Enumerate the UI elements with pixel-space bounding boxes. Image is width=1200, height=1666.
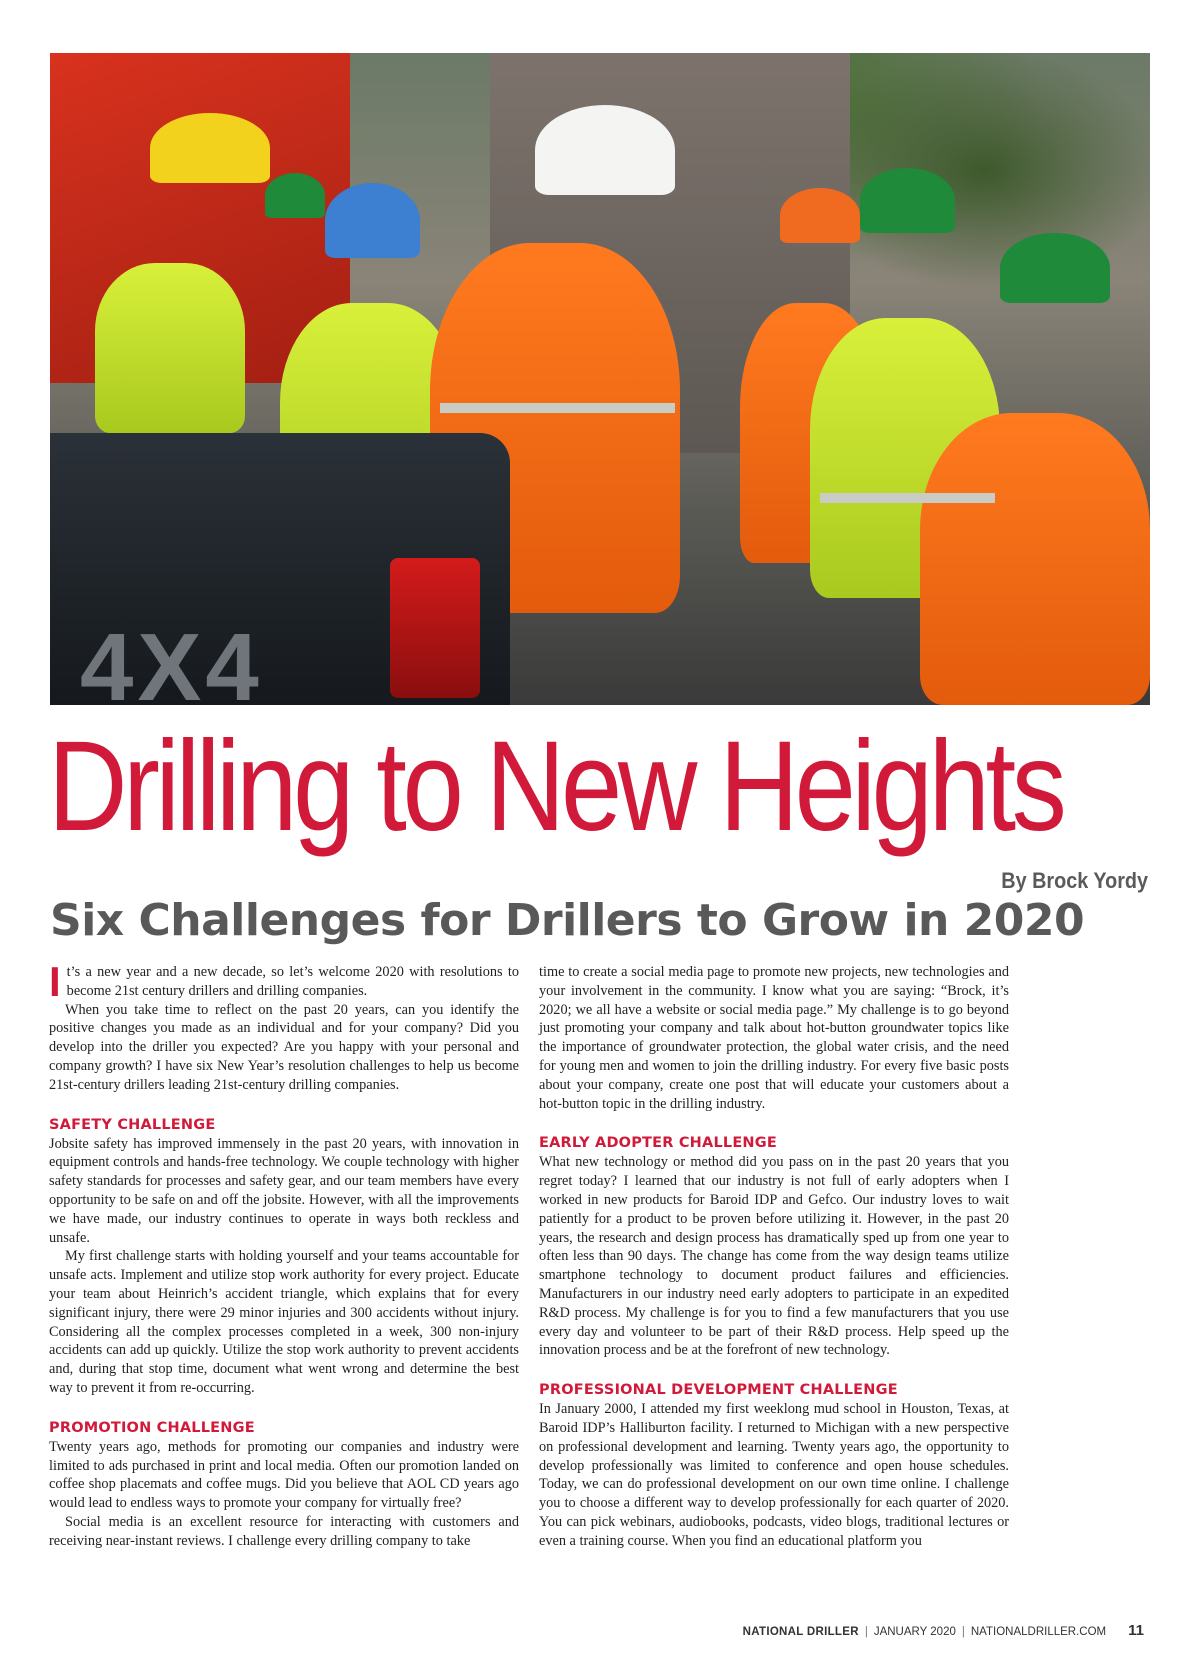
- section-heading-safety: SAFETY CHALLENGE: [49, 1116, 216, 1133]
- promotion-paragraph-2: Social media is an excellent resource for interacting with customers and receiving near-instant reviews. I challenge every drilling company to take: [49, 1513, 519, 1549]
- intro-paragraph: It’s a new year and a new decade, so let’s welcome 2020 with resolutions to become 21st century drillers and drilling companies.: [49, 958, 519, 1005]
- professional-development-paragraph: In January 2000, I attended my first weeklong mud school in Houston, Texas, at Baroid IDP’s Halliburton facility. I returned to Michigan with a new perspective on professional development and learning. Twenty years ago, the opportunity to develop professionally was limited to conference and open house schedules. Today, we can do professional development on our own time online. I challenge you to choose a different way to develop professionally for each quarter of 2020. You can pick webinars, audiobooks, podcasts, video blogs, traditional lectures or even a training course. When you find an educational platform you: [539, 1401, 1009, 1549]
- promotion-continued: time to create a social media page to promote new projects, new technologies and your involvement in the community. I know what you are saying: “Brock, it’s 2020; we all have a website or social media page.” My challenge is to go beyond just promoting your company and talk about hot-button groundwater topics like the importance of groundwater protection, the global water crisis, and the need for young men and women to join the drilling industry. For every five basic posts about your company, create one post that will educate your customers about a hot-button topic in the drilling industry.: [539, 964, 1009, 1112]
- website-link[interactable]: NATIONALDRILLER.COM: [970, 1626, 1107, 1638]
- safety-paragraph-2: My first challenge starts with holding yourself and your teams accountable for unsafe acts. Implement and utilize stop work authority for every project. Educate your team about Heinrich’s accident triangle, which explains that for every significant injury, there were 29 minor injuries and 300 accidents without injury. Considering all the complex processes completed in a week, 300 non-injury accidents can add up quickly. Utilize the stop work authority to prevent accidents and, during that stop time, document what went wrong and determine the best way to prevent it from re-occurring.: [49, 1248, 519, 1396]
- drop-cap: I: [49, 958, 61, 1005]
- reflective-stripe: [440, 403, 675, 413]
- article-subtitle: Six Challenges for Drillers to Grow in 2020: [50, 895, 1085, 946]
- byline: By Brock Yordy: [1001, 868, 1148, 893]
- blue-hardhat-shape: [325, 183, 420, 258]
- left-column: [49, 958, 519, 1551]
- intro-paragraph-2: When you take time to reflect on the past 20 years, can you identify the positive changes you made as an individual and for your company? Did you develop into the driller you expected? Are you happy with your personal and company growth? I have six New Year’s resolution challenges to help us become 21st-century drillers leading 21st-century drilling companies.: [49, 1001, 519, 1093]
- article-title: Drilling to New Heights: [48, 715, 1063, 858]
- reflective-stripe: [820, 493, 995, 503]
- promotion-paragraph-1: Twenty years ago, methods for promoting our companies and industry were limited to ads purchased in print and local media. Often our promotion landed on coffee shop placemats and coffee mugs. Did you believe that AOL CD years ago would lead to endless ways to promote your company for virtually free?: [49, 1438, 519, 1512]
- green-hardhat-shape: [860, 168, 955, 233]
- taillight-shape: [390, 558, 480, 698]
- worker-shape: [95, 263, 245, 433]
- green-hardhat-shape: [1000, 233, 1110, 303]
- section-heading-promotion: PROMOTION CHALLENGE: [49, 1419, 255, 1436]
- early-adopter-paragraph: What new technology or method did you pass on in the past 20 years that you regret today? I learned that our industry is not full of early adopters when I worked in new products for Baroid IDP and Gefco. Our industry loves to wait patiently for a product to be proven before utilizing it. However, in the past 20 years, the research and design process has dramatically sped up from one year to often less than 90 days. The change has come from the way design teams utilize smartphone technology to document product failures and efficiencies. Manufacturers in our industry need early adopters to participate in an expedited R&D process. My challenge is for you to find a few manufacturers that you use every day and volunteer to be part of their R&D process. Help speed up the innovation process and be at the forefront of new technology.: [539, 1154, 1009, 1359]
- yellow-hardhat-shape: [150, 113, 270, 183]
- truck-badge: 4X4: [80, 614, 263, 705]
- page-footer: NATIONAL DRILLER | JANUARY 2020 | NATIONALDRILLER.COM 11: [742, 1622, 1144, 1639]
- green-hardhat-shape: [265, 173, 325, 218]
- orange-hardhat-shape: [780, 188, 860, 243]
- hero-photo: [50, 53, 1150, 705]
- page-number: 11: [1128, 1622, 1144, 1639]
- white-hardhat-shape: [535, 105, 675, 195]
- issue-date: JANUARY 2020: [873, 1626, 956, 1638]
- safety-paragraph-1: Jobsite safety has improved immensely in the past 20 years, with innovation in equipment controls and hands-free technology. We couple technology with higher safety standards for processes and safety gear, and our team members have every opportunity to be safe on and off the jobsite. However, with all the improvements we have made, our industry continues to operate in ways both reckless and unsafe.: [49, 1135, 519, 1246]
- section-heading-professional-development: PROFESSIONAL DEVELOPMENT CHALLENGE: [539, 1382, 898, 1399]
- right-column: [539, 963, 1009, 1551]
- section-heading-early-adopter: EARLY ADOPTER CHALLENGE: [539, 1135, 777, 1152]
- worker-shape: [920, 413, 1150, 705]
- publication-name: NATIONAL DRILLER: [742, 1626, 859, 1638]
